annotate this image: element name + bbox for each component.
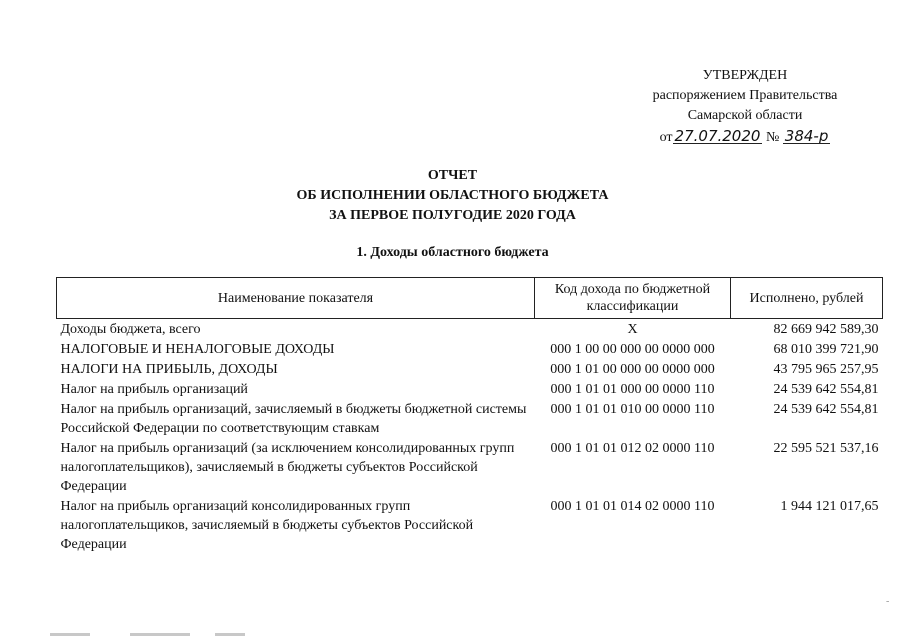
row-name: НАЛОГОВЫЕ И НЕНАЛОГОВЫЕ ДОХОДЫ — [60, 342, 335, 357]
row-amount: 1 944 121 017,65 — [780, 499, 879, 514]
row-amount: 24 539 642 554,81 — [773, 402, 879, 417]
section-title: 1. Доходы областного бюджета — [356, 245, 549, 260]
row-code: 000 1 01 00 000 00 0000 000 — [550, 362, 715, 377]
approved-label: УТВЕРЖДЕН — [702, 68, 788, 83]
handwritten-number: 384-р — [784, 127, 829, 145]
row-code: X — [627, 322, 638, 337]
row-code: 000 1 01 01 010 00 0000 110 — [550, 402, 715, 417]
next-line-cutoff — [0, 630, 905, 640]
row-name: Налог на прибыль организаций, зачисляемый в бюджеты бюджетной системы Российской Федерации по соответствующим ставкам — [60, 402, 527, 436]
header-name: Наименование показателя — [57, 278, 535, 319]
scan-speck: - — [886, 596, 890, 607]
table-row — [57, 379, 883, 399]
row-name: Доходы бюджета, всего — [60, 322, 201, 337]
report-title-line-2: ОБ ИСПОЛНЕНИИ ОБЛАСТНОГО БЮДЖЕТА — [296, 188, 609, 203]
header-amount: Исполнено, рублей — [731, 278, 883, 319]
table-row — [57, 339, 883, 359]
approval-date-number — [630, 126, 860, 148]
row-name: Налог на прибыль организаций (за исключением консолидированных групп налогоплательщиков), зачисляемый в бюджеты субъектов Российской Федерации — [60, 441, 515, 494]
row-amount: 43 795 965 257,95 — [773, 362, 879, 377]
table-row — [57, 359, 883, 379]
date-prefix: от — [659, 130, 673, 145]
row-amount: 22 595 521 537,16 — [773, 441, 879, 456]
handwritten-date: 27.07.2020 — [674, 127, 761, 145]
income-table — [56, 277, 883, 554]
row-amount: 82 669 942 589,30 — [773, 322, 879, 337]
row-code: 000 1 01 01 000 00 0000 110 — [550, 382, 715, 397]
table-row — [57, 496, 883, 554]
row-name: Налог на прибыль организаций — [60, 382, 248, 397]
table-row — [57, 399, 883, 438]
number-prefix: № — [765, 130, 780, 145]
row-amount: 24 539 642 554,81 — [773, 382, 879, 397]
row-amount: 68 010 399 721,90 — [773, 342, 879, 357]
row-code: 000 1 01 01 014 02 0000 110 — [550, 499, 715, 514]
report-title-line-1: ОТЧЕТ — [427, 168, 478, 183]
row-name: НАЛОГИ НА ПРИБЫЛЬ, ДОХОДЫ — [60, 362, 278, 377]
table-row — [57, 438, 883, 496]
report-title — [0, 166, 905, 226]
header-code: Код дохода по бюджетной классификации — [535, 278, 731, 319]
table-row — [57, 319, 883, 340]
approval-line-1: распоряжением Правительства — [652, 88, 838, 103]
row-code: 000 1 01 01 012 02 0000 110 — [550, 441, 715, 456]
approval-line-2: Самарской области — [687, 108, 803, 123]
table-header-row — [57, 278, 883, 319]
report-title-line-3: ЗА ПЕРВОЕ ПОЛУГОДИЕ 2020 ГОДА — [329, 208, 576, 223]
row-name: Налог на прибыль организаций консолидированных групп налогоплательщиков, зачисляемый в бюджеты субъектов Российской Федерации — [60, 499, 474, 552]
row-code: 000 1 00 00 000 00 0000 000 — [550, 342, 715, 357]
approval-block — [630, 66, 860, 148]
